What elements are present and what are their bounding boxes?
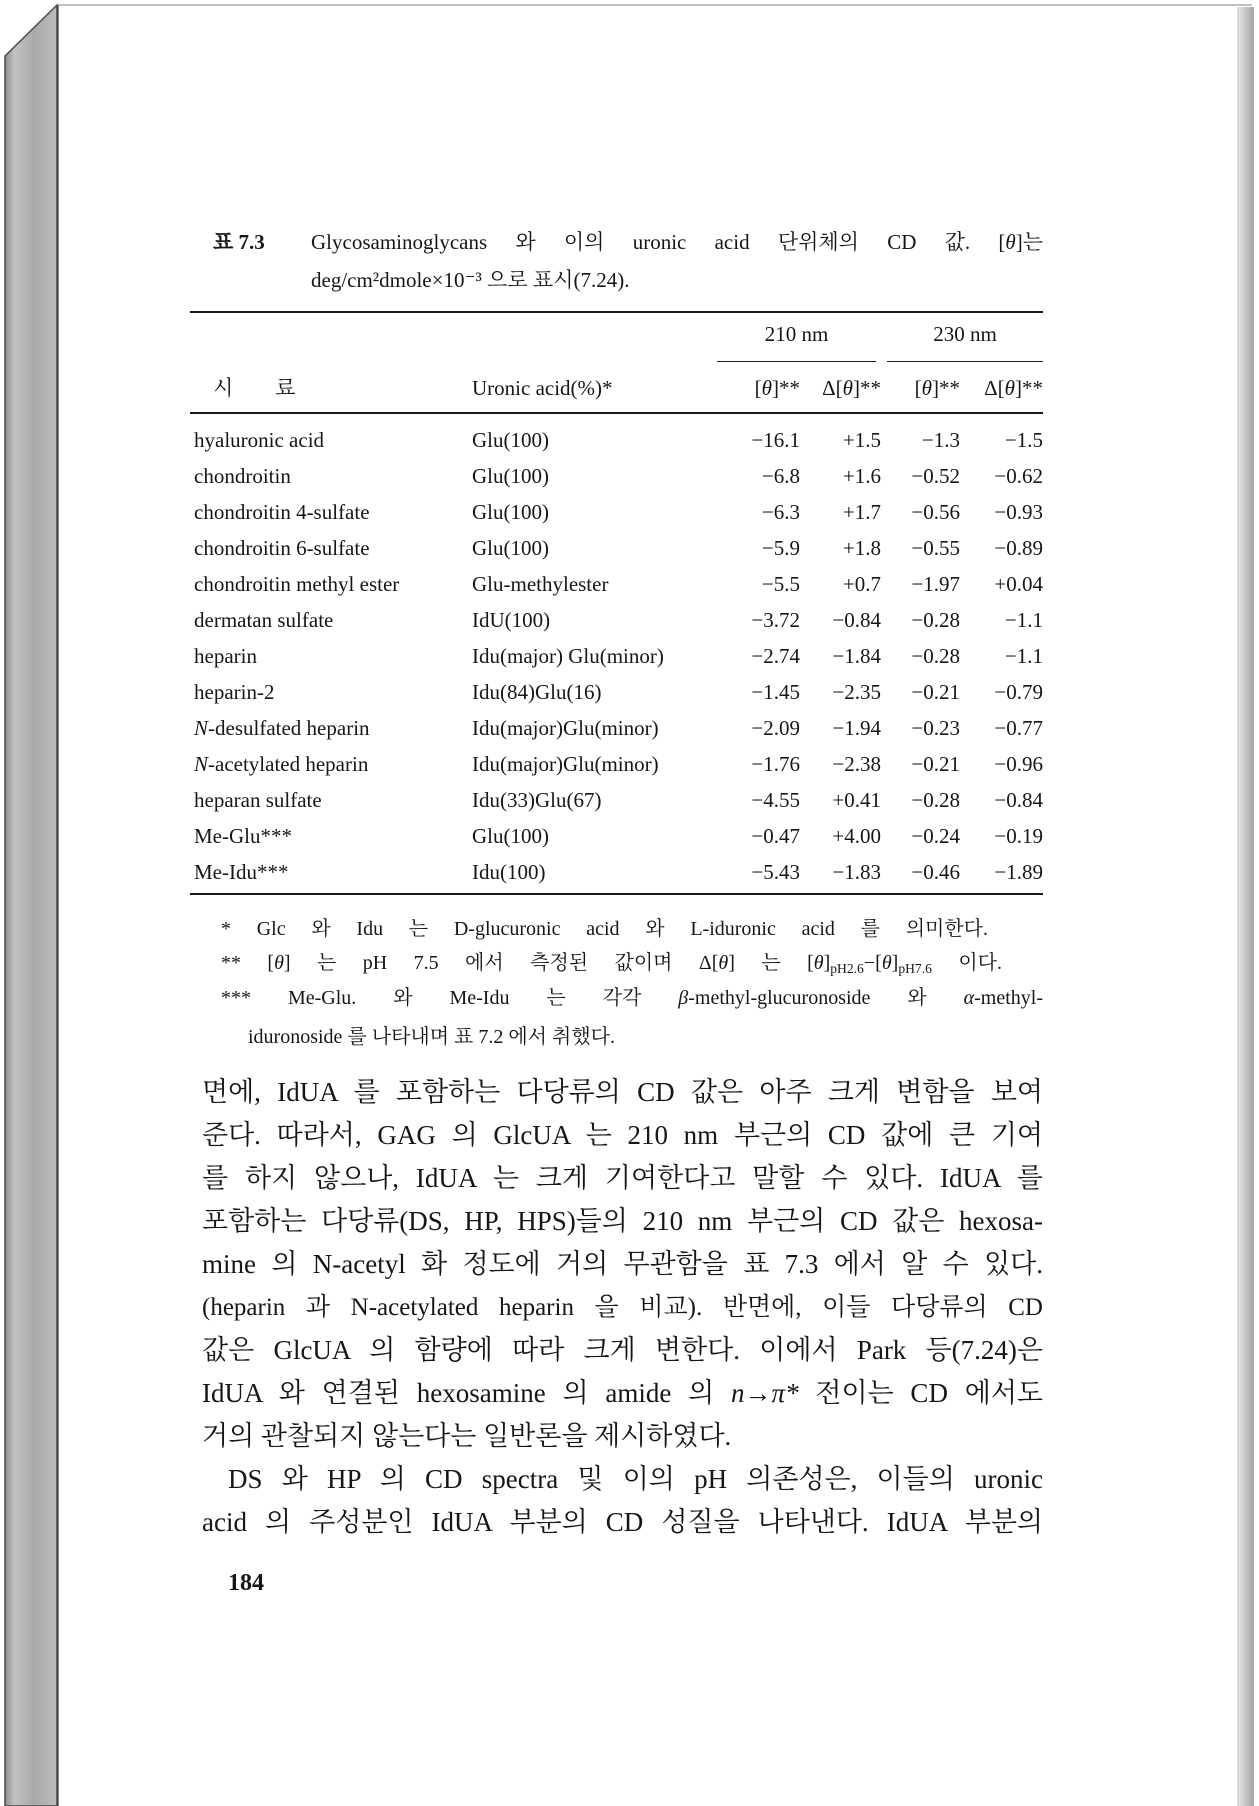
delta-theta-210-cell: −1.83 xyxy=(832,860,881,884)
table-row xyxy=(190,674,1043,710)
text-segment: −[ xyxy=(863,952,882,974)
sample-name-cell: chondroitin 4-sulfate xyxy=(194,500,370,524)
uronic-acid-cell: Idu(major)Glu(minor) xyxy=(472,716,659,740)
body-line: 거의 관찰되지 않는다는 일반론을 제시하였다. xyxy=(202,1421,732,1451)
table-row xyxy=(190,602,1043,638)
sample-name-cell: chondroitin 6-sulfate xyxy=(194,536,370,560)
theta-230-cell: −1.3 xyxy=(921,428,960,452)
text-segment: ]** xyxy=(932,376,960,400)
column-header-uronic-acid: Uronic acid(%)* xyxy=(472,376,613,400)
delta-theta-230-cell: −0.62 xyxy=(994,464,1043,488)
uronic-acid-cell: Glu(100) xyxy=(472,824,549,848)
table-row xyxy=(190,494,1043,530)
cd-values-table xyxy=(190,311,1043,901)
theta-230-cell: −0.28 xyxy=(911,644,960,668)
delta-theta-210-cell: −2.35 xyxy=(832,680,881,704)
column-header-sample: 시 료 xyxy=(213,376,296,400)
page-number: 184 xyxy=(228,1570,264,1596)
uronic-acid-cell: Glu-methylester xyxy=(472,572,609,596)
footnote-2 xyxy=(221,948,1002,978)
theta-210-cell: −0.47 xyxy=(751,824,800,848)
theta-210-cell: −16.1 xyxy=(751,428,800,452)
text-segment: ] 는 [ xyxy=(728,952,814,974)
text-segment: -acetylated heparin xyxy=(208,752,369,776)
delta-theta-210-cell: +4.00 xyxy=(832,824,881,848)
body-line: (heparin 과 N-acetylated heparin 을 비교). 반면에, 이들 다당류의 CD xyxy=(202,1294,1043,1321)
delta-theta-230-cell: −0.79 xyxy=(994,680,1043,704)
body-line: 준다. 따라서, GAG 의 GlcUA 는 210 nm 부근의 CD 값에 큰 기여 xyxy=(202,1120,1043,1150)
delta-theta-230-cell: −1.1 xyxy=(1004,608,1043,632)
footnote-3-continued: iduronoside 를 나타내며 표 7.2 에서 취했다. xyxy=(248,1026,615,1048)
delta-theta-230-cell: −0.89 xyxy=(994,536,1043,560)
table-row xyxy=(190,566,1043,602)
theta-230-cell: −0.24 xyxy=(911,824,960,848)
column-header-delta-theta-210 xyxy=(800,376,881,400)
table-row xyxy=(190,638,1043,674)
text-segment: ]** xyxy=(853,376,881,400)
table-row xyxy=(190,458,1043,494)
uronic-acid-cell: Idu(major) Glu(minor) xyxy=(472,644,664,668)
uronic-acid-cell: Glu(100) xyxy=(472,500,549,524)
theta-210-cell: −6.3 xyxy=(761,500,800,524)
table-row xyxy=(190,854,1043,890)
body-line: DS 와 HP 의 CD spectra 및 이의 pH 의존성은, 이들의 uronic xyxy=(228,1464,1043,1494)
text-segment: ]** xyxy=(772,376,800,400)
theta-230-cell: −0.46 xyxy=(911,860,960,884)
text-segment: θ xyxy=(921,376,932,400)
body-line: mine 의 N-acetyl 화 정도에 거의 무관함을 표 7.3 에서 알 수 있다. xyxy=(202,1249,1043,1279)
uronic-acid-cell: Glu(100) xyxy=(472,428,549,452)
uronic-acid-cell: IdU(100) xyxy=(472,608,551,632)
sample-name-cell: chondroitin xyxy=(194,464,291,488)
table-row xyxy=(190,818,1043,854)
delta-theta-210-cell: +1.5 xyxy=(842,428,881,452)
text-segment: θ xyxy=(813,952,824,974)
text-segment: θ xyxy=(842,376,853,400)
theta-210-cell: −5.9 xyxy=(761,536,800,560)
text-segment: 전이는 CD 에서도 xyxy=(798,1378,1043,1408)
caption-line-2: deg/cm²dmole×10⁻³ 으로 표시(7.24). xyxy=(311,268,630,292)
table-row xyxy=(190,422,1043,458)
uronic-acid-cell: Idu(84)Glu(16) xyxy=(472,680,602,704)
text-segment: n→π* xyxy=(731,1378,799,1408)
delta-theta-230-cell: −0.96 xyxy=(994,752,1043,776)
delta-theta-210-cell: −2.38 xyxy=(832,752,881,776)
text-segment: -methyl- xyxy=(974,987,1043,1009)
theta-230-cell: −0.23 xyxy=(911,716,960,740)
footnote-1: * Glc 와 Idu 는 D-glucuronic acid 와 L-iduronic acid 를 의미한다. xyxy=(221,918,988,940)
text-segment: ]** xyxy=(1015,376,1043,400)
table-row xyxy=(190,782,1043,818)
theta-210-cell: −1.76 xyxy=(751,752,800,776)
text-segment: IdUA 와 연결된 hexosamine 의 amide 의 xyxy=(202,1378,732,1408)
theta-230-cell: −0.21 xyxy=(911,680,960,704)
text-segment: θ xyxy=(1005,230,1016,254)
sample-name-cell: dermatan sulfate xyxy=(194,608,334,632)
body-line: 포함하는 다당류(DS, HP, HPS)들의 210 nm 부근의 CD 값은 hexosa- xyxy=(202,1206,1043,1236)
group-underline-210nm xyxy=(717,361,876,362)
text-segment: -methyl-glucuronoside 와 xyxy=(688,987,964,1009)
text-segment: [ xyxy=(754,376,762,400)
delta-theta-210-cell: +1.8 xyxy=(842,536,881,560)
text-segment: ] xyxy=(891,952,899,974)
text-segment: [ xyxy=(914,376,922,400)
table-row xyxy=(190,530,1043,566)
group-header-210nm: 210 nm xyxy=(764,322,829,346)
text-segment: pH7.6 xyxy=(898,960,932,976)
uronic-acid-cell: Idu(33)Glu(67) xyxy=(472,788,602,812)
text-segment: N xyxy=(194,752,209,776)
table-row xyxy=(190,710,1043,746)
column-header-delta-theta-230 xyxy=(960,376,1043,400)
theta-230-cell: −0.56 xyxy=(911,500,960,524)
body-line: 면에, IdUA 를 포함하는 다당류의 CD 값은 아주 크게 변함을 보여 xyxy=(202,1077,1043,1107)
text-segment: θ xyxy=(761,376,772,400)
uronic-acid-cell: Idu(100) xyxy=(472,860,546,884)
uronic-acid-cell: Glu(100) xyxy=(472,464,549,488)
delta-theta-210-cell: +1.7 xyxy=(842,500,881,524)
sample-name-cell: hyaluronic acid xyxy=(194,428,325,452)
group-header-230nm: 230 nm xyxy=(933,322,997,346)
delta-theta-230-cell: −1.1 xyxy=(1004,644,1043,668)
delta-theta-210-cell: −1.94 xyxy=(832,716,881,740)
table-header-rule xyxy=(190,412,1043,414)
text-segment: ** [ xyxy=(221,952,275,974)
theta-210-cell: −1.45 xyxy=(751,680,800,704)
theta-210-cell: −2.09 xyxy=(751,716,800,740)
uronic-acid-cell: Glu(100) xyxy=(472,536,549,560)
delta-theta-230-cell: −1.5 xyxy=(1004,428,1043,452)
table-top-rule xyxy=(190,311,1043,313)
uronic-acid-cell: Idu(major)Glu(minor) xyxy=(472,752,659,776)
theta-230-cell: −0.55 xyxy=(911,536,960,560)
theta-230-cell: −0.52 xyxy=(911,464,960,488)
text-segment: pH2.6 xyxy=(830,960,864,976)
delta-theta-210-cell: +1.6 xyxy=(842,464,881,488)
column-header-theta-230 xyxy=(881,376,960,400)
body-line: 값은 GlcUA 의 함량에 따라 크게 변한다. 이에서 Park 등(7.24)은 xyxy=(202,1335,1043,1365)
delta-theta-230-cell: −0.84 xyxy=(994,788,1043,812)
sample-name-cell: Me-Glu*** xyxy=(194,824,292,848)
theta-210-cell: −6.8 xyxy=(761,464,800,488)
text-segment: β xyxy=(678,987,689,1009)
theta-210-cell: −5.43 xyxy=(751,860,800,884)
footnote-3 xyxy=(221,983,1043,1013)
text-segment: Δ[ xyxy=(984,376,1005,400)
text-segment: Δ[ xyxy=(822,376,843,400)
table-header-row xyxy=(190,376,1043,400)
delta-theta-210-cell: +0.41 xyxy=(832,788,881,812)
group-underline-230nm xyxy=(887,361,1043,362)
column-header-theta-210 xyxy=(720,376,800,400)
table-row xyxy=(190,746,1043,782)
text-segment: θ xyxy=(1004,376,1015,400)
theta-210-cell: −2.74 xyxy=(751,644,800,668)
sample-name-cell: Me-Idu*** xyxy=(194,860,289,884)
text-segment: ] 는 pH 7.5 에서 측정된 값이며 Δ[ xyxy=(283,952,719,974)
text-segment: θ xyxy=(881,952,892,974)
caption-line-1 xyxy=(311,228,1043,256)
delta-theta-210-cell: +0.7 xyxy=(842,572,881,596)
theta-210-cell: −4.55 xyxy=(751,788,800,812)
text-segment: α xyxy=(963,987,975,1009)
text-segment: *** Me-Glu. 와 Me-Idu 는 각각 xyxy=(221,987,679,1009)
body-line xyxy=(202,1372,1043,1415)
table-number: 표 7.3 xyxy=(213,230,265,254)
body-paragraphs xyxy=(202,1071,1043,1544)
table-body xyxy=(190,422,1043,890)
delta-theta-230-cell: −0.77 xyxy=(994,716,1043,740)
delta-theta-230-cell: −0.93 xyxy=(994,500,1043,524)
delta-theta-210-cell: −0.84 xyxy=(832,608,881,632)
text-segment: ] xyxy=(823,952,831,974)
body-line: 를 하지 않으나, IdUA 는 크게 기여한다고 말할 수 있다. IdUA 를 xyxy=(202,1163,1043,1193)
text-segment: θ xyxy=(718,952,729,974)
text-segment: θ xyxy=(274,952,284,974)
text-segment: 이다. xyxy=(931,952,1002,974)
text-segment: ]는 xyxy=(1015,230,1043,254)
text-segment: Glycosaminoglycans 와 이의 uronic acid 단위체의 CD 값. [ xyxy=(311,230,1006,254)
theta-210-cell: −5.5 xyxy=(761,572,800,596)
sample-name-cell xyxy=(194,710,370,746)
sample-name-cell xyxy=(194,746,368,782)
text-segment: -desulfated heparin xyxy=(208,716,370,740)
delta-theta-210-cell: −1.84 xyxy=(832,644,881,668)
theta-210-cell: −3.72 xyxy=(751,608,800,632)
sample-name-cell: chondroitin methyl ester xyxy=(194,572,400,596)
delta-theta-230-cell: −1.89 xyxy=(994,860,1043,884)
table-bottom-rule xyxy=(190,893,1043,895)
theta-230-cell: −1.97 xyxy=(911,572,960,596)
delta-theta-230-cell: +0.04 xyxy=(994,572,1043,596)
delta-theta-230-cell: −0.19 xyxy=(994,824,1043,848)
sample-name-cell: heparin-2 xyxy=(194,680,275,704)
theta-230-cell: −0.21 xyxy=(911,752,960,776)
text-segment: N xyxy=(194,716,209,740)
sample-name-cell: heparin xyxy=(194,644,257,668)
theta-230-cell: −0.28 xyxy=(911,608,960,632)
body-line: acid 의 주성분인 IdUA 부분의 CD 성질을 나타낸다. IdUA 부분의 xyxy=(202,1507,1043,1537)
theta-230-cell: −0.28 xyxy=(911,788,960,812)
sample-name-cell: heparan sulfate xyxy=(194,788,322,812)
